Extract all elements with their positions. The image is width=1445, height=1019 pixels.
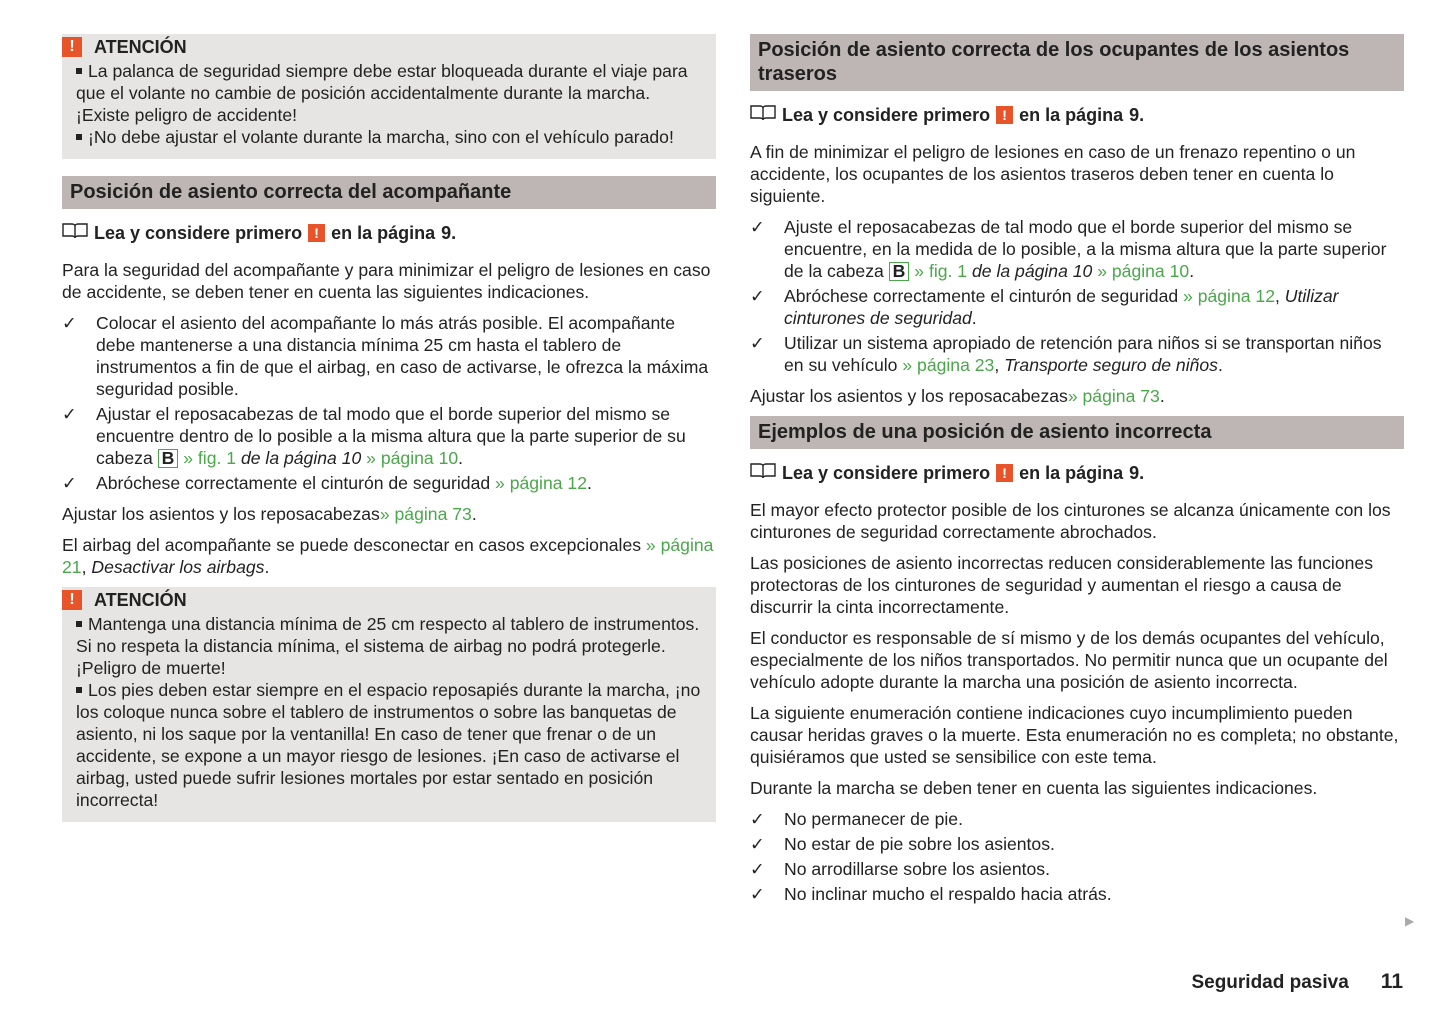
warning-title-text: ATENCIÓN bbox=[94, 590, 187, 610]
check-icon: ✓ bbox=[62, 473, 77, 493]
text-segment: No arrodillarse sobre los asientos. bbox=[784, 859, 1050, 879]
page-reference-link[interactable]: » página 10 bbox=[1092, 261, 1190, 281]
section-heading: Posición de asiento correcta de los ocupantes de los asientos traseros bbox=[750, 34, 1404, 91]
text-segment: , bbox=[994, 355, 1005, 375]
italic-reference: Transporte seguro de niños bbox=[1004, 355, 1218, 375]
right-column bbox=[750, 34, 1404, 914]
text-segment: A fin de minimizar el peligro de lesiones en caso de un frenazo repentino o un accidente, los ocupantes de los asientos traseros deben tener en cuenta lo siguiente. bbox=[750, 142, 1356, 206]
paragraph bbox=[62, 503, 716, 525]
checklist bbox=[750, 808, 1404, 905]
text-segment: . bbox=[587, 473, 592, 493]
read-first-text: Lea y considere primero bbox=[782, 462, 991, 483]
italic-reference: Utilizar cinturones de seguridad bbox=[784, 286, 1339, 328]
check-icon: ✓ bbox=[750, 809, 765, 829]
paragraph bbox=[750, 702, 1404, 768]
text-segment: . bbox=[264, 557, 270, 577]
page-reference-link[interactable]: » página 21 bbox=[62, 535, 714, 577]
checklist bbox=[62, 312, 716, 494]
text-segment: Ajustar los asientos y los reposacabezas bbox=[62, 504, 380, 524]
warning-item: Mantenga una distancia mínima de 25 cm respecto al tablero de instrumentos. Si no respeta la distancia mínima, el sistema de airbag no podrá protegerle. ¡Peligro de muerte! bbox=[76, 613, 702, 679]
italic-reference: de la página 10 bbox=[967, 261, 1093, 281]
page-number: 11 bbox=[1380, 970, 1403, 993]
warning-item: ¡No debe ajustar el volante durante la marcha, sino con el vehículo parado! bbox=[76, 126, 702, 148]
page-reference-link[interactable]: » página 12 bbox=[495, 473, 587, 493]
page-reference-link[interactable]: » página 73 bbox=[379, 504, 472, 524]
text-segment: Las posiciones de asiento incorrectas reducen considerablemente las funciones protectoras de los cinturones de seguridad y aumentan el riesgo a causa de discurrir la cinta incorrectamente. bbox=[750, 553, 1373, 617]
text-segment: Colocar el asiento del acompañante lo más atrás posible. El acompañante debe mantenerse a una distancia mínima 25 cm hasta el tablero de instrumentos a fin de que el airbag, en caso de activarse, le ofrezca la máxima seguridad posible. bbox=[96, 313, 709, 399]
read-first-page[interactable]: 9. bbox=[1129, 104, 1145, 125]
next-page-arrow-icon[interactable]: ▶ bbox=[1405, 914, 1415, 928]
left-column bbox=[62, 34, 716, 839]
paragraph bbox=[750, 141, 1404, 207]
checklist-item bbox=[62, 403, 716, 469]
section-name: Seguridad pasiva bbox=[1191, 972, 1349, 993]
check-icon: ✓ bbox=[750, 859, 765, 879]
text-segment: , bbox=[1275, 286, 1285, 306]
checklist-item bbox=[750, 216, 1404, 282]
text-segment: Para la seguridad del acompañante y para minimizar el peligro de lesiones en caso de accidente, se deben tener en cuenta las siguientes indicaciones. bbox=[62, 260, 711, 302]
check-icon: ✓ bbox=[750, 217, 765, 237]
paragraph bbox=[62, 534, 716, 578]
checklist-item bbox=[750, 883, 1404, 905]
check-icon: ✓ bbox=[750, 333, 765, 353]
checklist-item bbox=[750, 808, 1404, 830]
text-segment: Ajustar los asientos y los reposacabezas bbox=[750, 386, 1068, 406]
text-segment: . bbox=[471, 504, 477, 524]
warning-box bbox=[62, 587, 716, 822]
section-heading: Posición de asiento correcta del acompañante bbox=[62, 176, 716, 209]
checklist-item bbox=[750, 332, 1404, 376]
page-footer bbox=[1191, 970, 1403, 994]
checklist-item bbox=[62, 472, 716, 494]
text-segment: El mayor efecto protector posible de los cinturones se alcanza únicamente con los cinturones de seguridad correctamente abrochados. bbox=[750, 500, 1391, 542]
checklist-item bbox=[750, 858, 1404, 880]
text-segment: . bbox=[1159, 386, 1165, 406]
warning-item: Los pies deben estar siempre en el espacio reposapiés durante la marcha, ¡no los coloque nunca sobre el tablero de instrumentos o sobre las banquetas de asiento, ni los saque por la ventanilla! En caso de tener que frenar o de un accidente, se expone a un mayor riesgo de lesiones. ¡En caso de activarse el airbag, usted puede sufrir lesiones mortales por estar sentado en posición incorrecta! bbox=[76, 680, 701, 810]
section-heading: Ejemplos de una posición de asiento incorrecta bbox=[750, 416, 1404, 449]
checklist bbox=[750, 216, 1404, 376]
check-icon: ✓ bbox=[750, 286, 765, 306]
read-first-text: Lea y considere primero bbox=[782, 104, 991, 125]
text-segment: . bbox=[458, 448, 464, 468]
warning-box bbox=[62, 34, 716, 159]
book-icon bbox=[62, 221, 88, 244]
text-segment: No inclinar mucho el respaldo hacia atrás. bbox=[784, 884, 1112, 904]
warning-item: La palanca de seguridad siempre debe estar bloqueada durante el viaje para que el volante no cambie de posición accidentalmente durante la marcha. ¡Existe peligro de accidente! bbox=[76, 60, 702, 126]
paragraph bbox=[750, 552, 1404, 618]
paragraph bbox=[750, 627, 1404, 693]
text-segment: La siguiente enumeración contiene indicaciones cuyo incumplimiento pueden causar heridas graves o la muerte. Esta enumeración no es completa; no obstante, quisiéramos que usted se sensibilice con este tema. bbox=[750, 703, 1399, 767]
checklist-item bbox=[750, 833, 1404, 855]
paragraph bbox=[750, 777, 1404, 799]
text-segment: Abróchese correctamente el cinturón de seguridad bbox=[784, 286, 1184, 306]
paragraph bbox=[62, 259, 716, 303]
page-reference-link[interactable]: » página 23 bbox=[902, 355, 995, 375]
read-first-page[interactable]: 9. bbox=[1129, 462, 1145, 483]
page-reference-link[interactable]: » página 73 bbox=[1067, 386, 1160, 406]
text-segment: No permanecer de pie. bbox=[784, 809, 963, 829]
paragraph bbox=[750, 499, 1404, 543]
warning-icon: ! bbox=[996, 106, 1013, 124]
figure-label-box: B bbox=[889, 262, 910, 281]
text-segment: Durante la marcha se deben tener en cuenta las siguientes indicaciones. bbox=[750, 778, 1318, 798]
text-segment: El conductor es responsable de sí mismo y de los demás ocupantes del vehículo, especialmente de los niños transportados. No permitir nunca que un ocupante del vehículo adopte durante la marcha una posición de asiento incorrecta. bbox=[750, 628, 1388, 692]
warning-icon: ! bbox=[996, 464, 1013, 482]
page-reference-link[interactable]: » página 12 bbox=[1183, 286, 1275, 306]
paragraph bbox=[750, 385, 1404, 407]
checklist-item bbox=[750, 285, 1404, 329]
text-segment: . bbox=[1189, 261, 1195, 281]
check-icon: ✓ bbox=[62, 313, 77, 333]
text-segment: . bbox=[971, 308, 977, 328]
text-segment: No estar de pie sobre los asientos. bbox=[784, 834, 1055, 854]
figure-label-box: B bbox=[158, 449, 179, 468]
text-segment: Ajustar el reposacabezas de tal modo que el borde superior del mismo se encuentre dentro de lo posible a la misma altura que la parte superior de su cabeza bbox=[96, 404, 686, 468]
warning-icon: ! bbox=[62, 590, 82, 610]
italic-reference: Desactivar los airbags bbox=[91, 557, 265, 577]
text-segment: , bbox=[81, 557, 92, 577]
text-segment: Ajuste el reposacabezas de tal modo que el borde superior del mismo se encuentre, en la medida de lo posible, a la misma altura que la parte superior de la cabeza bbox=[784, 217, 1387, 281]
check-icon: ✓ bbox=[750, 834, 765, 854]
read-first-note bbox=[750, 103, 1404, 126]
page-reference-link[interactable]: » fig. 1 bbox=[178, 448, 237, 468]
page-reference-link[interactable]: » fig. 1 bbox=[909, 261, 968, 281]
check-icon: ✓ bbox=[62, 404, 77, 424]
text-segment: Abróchese correctamente el cinturón de seguridad bbox=[96, 473, 496, 493]
read-first-post: en la página bbox=[331, 222, 436, 243]
book-icon bbox=[750, 103, 776, 126]
warning-title bbox=[62, 36, 702, 58]
warning-icon: ! bbox=[62, 37, 82, 57]
warning-icon: ! bbox=[308, 224, 325, 242]
text-segment: Utilizar un sistema apropiado de retención para niños si se transportan niños en su vehículo bbox=[784, 333, 1382, 375]
checklist-item bbox=[62, 312, 716, 400]
read-first-text: Lea y considere primero bbox=[94, 222, 303, 243]
book-icon bbox=[750, 461, 776, 484]
warning-title-text: ATENCIÓN bbox=[94, 37, 187, 57]
text-segment: El airbag del acompañante se puede desconectar en casos excepcionales bbox=[62, 535, 646, 555]
read-first-note bbox=[62, 221, 716, 244]
read-first-note bbox=[750, 461, 1404, 484]
read-first-page[interactable]: 9. bbox=[441, 222, 457, 243]
text-segment: . bbox=[1217, 355, 1223, 375]
warning-title bbox=[62, 589, 702, 611]
read-first-post: en la página bbox=[1019, 104, 1124, 125]
check-icon: ✓ bbox=[750, 884, 765, 904]
page-reference-link[interactable]: » página 10 bbox=[361, 448, 459, 468]
read-first-post: en la página bbox=[1019, 462, 1124, 483]
italic-reference: de la página 10 bbox=[236, 448, 362, 468]
